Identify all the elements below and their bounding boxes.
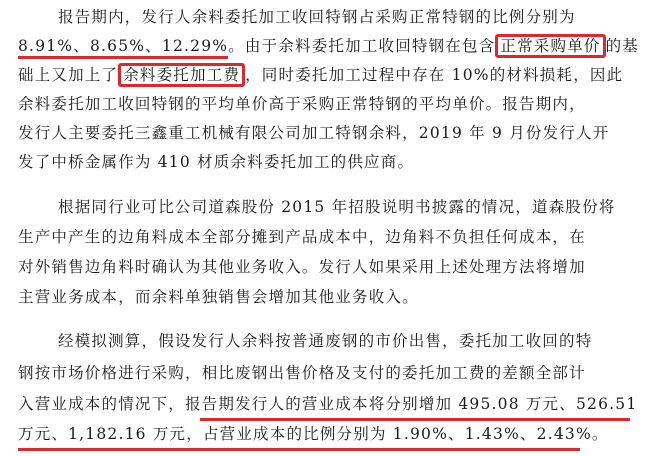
para1-line1 — [58, 6, 576, 28]
para1-line3-start: 础上又加上了 — [18, 66, 119, 84]
para2-line2-text: 生产中产生的边角料成本全部分摊到产品成本中，边角料不负担任何成本，在 — [18, 228, 586, 246]
para1-line3 — [18, 64, 623, 86]
para2-line4-text: 主营业务成本，而余料单独销售会增加其他业务收入。 — [18, 288, 419, 306]
para1-line4-text: 余料委托加工收回特钢的平均单价高于采购正常特钢的平均单价。报告期内， — [18, 95, 586, 113]
para1-line6-text: 发了中桥金属作为 410 材质余料委托加工的供应商。 — [18, 153, 415, 171]
para1-line3-end: ，同时委托加工过程中存在 10%的材料损耗，因此 — [245, 66, 624, 84]
para3-line4-text: 万元、1,182.16 万元，占营业成本的比例分别为 1.90%、1.43%、2.43%。 — [18, 425, 609, 443]
para3-line3 — [18, 393, 637, 415]
para2-line2 — [18, 226, 586, 248]
ratio-percentages-highlight: 8.91%、8.65%、12.29% — [18, 37, 228, 59]
para3-line1 — [58, 330, 592, 352]
para1-line1-text: 报告期内，发行人余料委托加工收回特钢占采购正常特钢的比例分别为 — [58, 8, 576, 26]
para3-line2-text: 钢按市场价格进行采购，相比废钢出售价格及支付的委托加工费的差额全部计 — [18, 364, 586, 382]
para3-line3-text: 入营业成本的情况下，报告期发行人的营业成本将分别增加 495.08 万元、526.51 — [18, 395, 638, 413]
para2-line3-text: 对外销售边角料时确认为其他业务收入。发行人如果采用上述处理方法将增加 — [18, 258, 586, 276]
para3-line4 — [18, 423, 609, 445]
para2-line3 — [18, 256, 586, 278]
cost-increase-underline — [200, 418, 630, 421]
cost-ratio-underline — [18, 448, 580, 451]
para3-line1-text: 经模拟测算，假设发行人余料按普通废钢的市价出售，委托加工收回的特 — [58, 332, 593, 350]
para1-line4 — [18, 93, 586, 115]
para1-line2-end: 的基 — [605, 37, 639, 55]
para1-line2 — [18, 35, 639, 57]
para2-line1 — [58, 196, 616, 218]
processing-fee-highlight: 余料委托加工费 — [118, 63, 245, 87]
para1-line6 — [18, 151, 414, 173]
para2-line1-text: 根据同行业可比公司道森股份 2015 年招股说明书披露的情况，道森股份将 — [58, 198, 616, 216]
para3-line2 — [18, 362, 586, 384]
normal-purchase-price-highlight: 正常采购单价 — [495, 34, 605, 58]
para1-line5-text: 发行人主要委托三鑫重工机械有限公司加工特钢余料，2019 年 9 月份发行人开 — [18, 124, 610, 142]
para2-line4 — [18, 286, 419, 308]
para1-line5 — [18, 122, 609, 144]
para1-line2-mid: 。由于余料委托加工收回特钢在包含 — [228, 37, 496, 55]
